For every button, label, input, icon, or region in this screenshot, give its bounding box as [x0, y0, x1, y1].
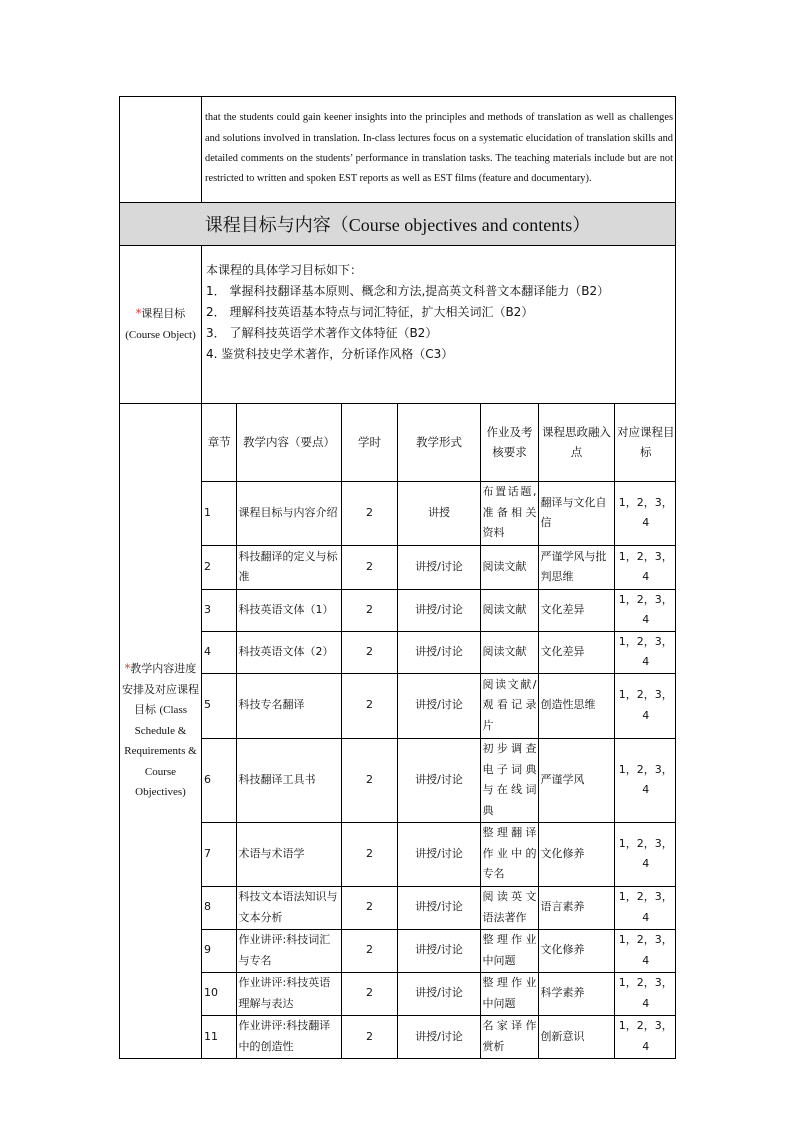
- objective-item: 2． 理解科技英语基本特点与词汇特征，扩大相关词汇（B2）: [206, 305, 534, 319]
- syllabus-table: [119, 96, 676, 1059]
- cell-content: 课程目标与内容介绍: [236, 481, 341, 545]
- cell-hours: 2: [341, 929, 397, 972]
- cell-homework: 布置话题,准备相关资料: [480, 481, 538, 545]
- cell-targets: 1，2，3，4: [614, 738, 676, 822]
- cell-content: 术语与术语学: [236, 822, 341, 886]
- header-hours: 学时: [341, 404, 397, 481]
- cell-hours: 2: [341, 1015, 397, 1058]
- required-asterisk: *: [124, 662, 131, 676]
- header-targets: 对应课程目标: [614, 404, 676, 481]
- objective-item: 1． 掌握科技翻译基本原则、概念和方法,提高英文科普文本翻译能力（B2）: [206, 284, 610, 298]
- schedule-label: [120, 404, 202, 1059]
- cell-ideology: 严谨学风与批判思维: [538, 545, 614, 589]
- objectives-list: [202, 246, 676, 404]
- cell-ideology: 创新意识: [538, 1015, 614, 1058]
- header-form: 教学形式: [397, 404, 480, 481]
- cell-form: 讲授/讨论: [397, 738, 480, 822]
- cell-hours: 2: [341, 738, 397, 822]
- table-row: [202, 589, 676, 631]
- cell-form: 讲授/讨论: [397, 822, 480, 886]
- cell-homework: 阅读文献: [480, 589, 538, 631]
- cell-homework: 整理作业中问题: [480, 972, 538, 1015]
- cell-hours: 2: [341, 673, 397, 738]
- table-row: [202, 738, 676, 822]
- cell-hours: 2: [341, 631, 397, 673]
- cell-ideology: 翻译与文化自信: [538, 481, 614, 545]
- objective-item: 3． 了解科技英语学术著作文体特征（B2）: [206, 326, 438, 340]
- cell-chapter: 1: [202, 481, 236, 545]
- cell-hours: 2: [341, 545, 397, 589]
- table-row: [202, 673, 676, 738]
- section-header: [120, 203, 676, 246]
- cell-form: 讲授/讨论: [397, 673, 480, 738]
- cell-targets: 1，2，3，4: [614, 886, 676, 929]
- cell-homework: 阅读英文语法著作: [480, 886, 538, 929]
- cell-homework: 阅读文献: [480, 545, 538, 589]
- cell-targets: 1，2，3，4: [614, 972, 676, 1015]
- cell-ideology: 文化修养: [538, 929, 614, 972]
- objectives-label-cn: 课程目标: [141, 307, 186, 320]
- cell-ideology: 科学素养: [538, 972, 614, 1015]
- cell-chapter: 5: [202, 673, 236, 738]
- cell-hours: 2: [341, 822, 397, 886]
- cell-chapter: 6: [202, 738, 236, 822]
- cell-content: 科技翻译工具书: [236, 738, 341, 822]
- header-chapter: 章节: [202, 404, 236, 481]
- table-row: [202, 631, 676, 673]
- required-asterisk: *: [135, 307, 142, 320]
- cell-chapter: 4: [202, 631, 236, 673]
- cell-content: 作业讲评:科技词汇与专名: [236, 929, 341, 972]
- cell-ideology: 文化差异: [538, 589, 614, 631]
- cell-form: 讲授/讨论: [397, 972, 480, 1015]
- cell-ideology: 语言素养: [538, 886, 614, 929]
- cell-chapter: 8: [202, 886, 236, 929]
- cell-chapter: 2: [202, 545, 236, 589]
- cell-ideology: 创造性思维: [538, 673, 614, 738]
- cell-hours: 2: [341, 481, 397, 545]
- objectives-label-en: (Course Object): [125, 328, 196, 341]
- intro-paragraph: that the students could gain keener insights into the principles and methods of translation as well as challenges and solutions involved in translation. In-class lectures focus on a systematic elucidation of translation skills and detailed comments on the students’ performance in translation tasks. The teaching materials include but are not restricted to written and spoken EST reports as well as EST films (feature and documentary).: [202, 97, 676, 203]
- table-row: [202, 822, 676, 886]
- intro-left-cell: [120, 97, 202, 203]
- cell-targets: 1，2，3，4: [614, 929, 676, 972]
- cell-chapter: 10: [202, 972, 236, 1015]
- cell-form: 讲授/讨论: [397, 1015, 480, 1058]
- cell-form: 讲授: [397, 481, 480, 545]
- section-header-en: （Course objectives and contents）: [330, 215, 591, 235]
- cell-targets: 1，2，3，4: [614, 1015, 676, 1058]
- cell-targets: 1，2，3，4: [614, 481, 676, 545]
- cell-homework: 整理翻译作业中的专名: [480, 822, 538, 886]
- table-row: [202, 886, 676, 929]
- cell-ideology: 严谨学风: [538, 738, 614, 822]
- header-homework: 作业及考核要求: [480, 404, 538, 481]
- table-row: [202, 545, 676, 589]
- cell-chapter: 7: [202, 822, 236, 886]
- cell-hours: 2: [341, 589, 397, 631]
- cell-targets: 1，2，3，4: [614, 545, 676, 589]
- cell-targets: 1，2，3，4: [614, 673, 676, 738]
- cell-form: 讲授/讨论: [397, 589, 480, 631]
- cell-homework: 初步调查电子词典与在线词典: [480, 738, 538, 822]
- cell-targets: 1，2，3，4: [614, 631, 676, 673]
- cell-homework: 整理作业中问题: [480, 929, 538, 972]
- cell-content: 科技专名翻译: [236, 673, 341, 738]
- schedule-label-cn: 教学内容进度安排及对应课程目标: [122, 662, 199, 717]
- objective-item: 4. 鉴赏科技史学术著作，分析译作风格（C3）: [206, 347, 454, 361]
- objectives-intro: 本课程的具体学习目标如下：: [206, 263, 363, 277]
- cell-targets: 1，2，3，4: [614, 589, 676, 631]
- cell-content: 科技文本语法知识与文本分析: [236, 886, 341, 929]
- cell-homework: 阅读文献: [480, 631, 538, 673]
- cell-content: 科技翻译的定义与标准: [236, 545, 341, 589]
- table-row: [202, 481, 676, 545]
- cell-content: 科技英语文体（2）: [236, 631, 341, 673]
- cell-form: 讲授/讨论: [397, 886, 480, 929]
- cell-homework: 阅读文献/观看记录片: [480, 673, 538, 738]
- cell-ideology: 文化差异: [538, 631, 614, 673]
- cell-content: 作业讲评:科技翻译中的创造性: [236, 1015, 341, 1058]
- table-row: [202, 1015, 676, 1058]
- cell-hours: 2: [341, 886, 397, 929]
- header-ideology: 课程思政融入点: [538, 404, 614, 481]
- objectives-label: [120, 246, 202, 404]
- cell-form: 讲授/讨论: [397, 545, 480, 589]
- schedule-table: [202, 404, 676, 1058]
- cell-content: 科技英语文体（1）: [236, 589, 341, 631]
- cell-chapter: 3: [202, 589, 236, 631]
- cell-hours: 2: [341, 972, 397, 1015]
- cell-targets: 1，2，3，4: [614, 822, 676, 886]
- table-row: [202, 972, 676, 1015]
- cell-chapter: 9: [202, 929, 236, 972]
- cell-chapter: 11: [202, 1015, 236, 1058]
- cell-content: 作业讲评:科技英语理解与表达: [236, 972, 341, 1015]
- cell-ideology: 文化修养: [538, 822, 614, 886]
- schedule-cell: [202, 404, 676, 1059]
- cell-form: 讲授/讨论: [397, 631, 480, 673]
- cell-homework: 名家译作赏析: [480, 1015, 538, 1058]
- schedule-header-row: [202, 404, 676, 481]
- table-row: [202, 929, 676, 972]
- schedule-label-en: (Class Schedule & Requirements & Course Objectives): [124, 704, 197, 799]
- cell-form: 讲授/讨论: [397, 929, 480, 972]
- header-content: 教学内容（要点）: [236, 404, 341, 481]
- section-header-cn: 课程目标与内容: [204, 215, 331, 236]
